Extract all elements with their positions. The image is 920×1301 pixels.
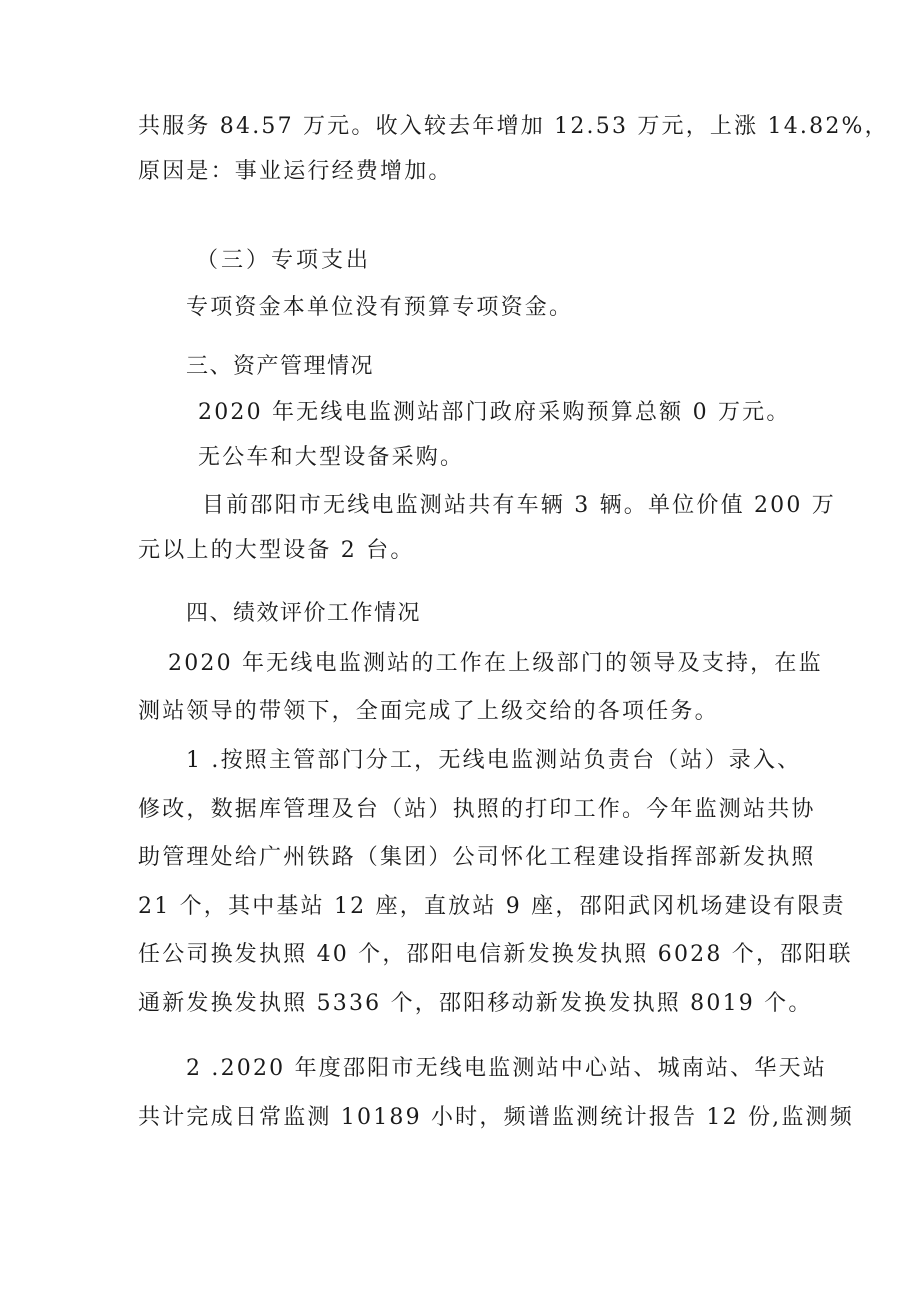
text-line: 助管理处给广州铁路（集团）公司怀化工程建设指挥部新发执照 — [138, 845, 816, 870]
text-line: 共服务 84.57 万元。收入较去年增加 12.53 万元，上涨 14.82%， — [138, 114, 889, 139]
text-line: 通新发换发执照 5336 个，邵阳移动新发换发执照 8019 个。 — [138, 991, 813, 1016]
section-heading: 三、资产管理情况 — [186, 354, 375, 379]
text-line: 测站领导的带领下，全面完成了上级交给的各项任务。 — [138, 699, 719, 724]
text-line: 2020 年无线电监测站部门政府采购预算总额 0 万元。 — [198, 400, 791, 425]
section-heading: 四、绩效评价工作情况 — [186, 601, 422, 626]
text-line: 无公车和大型设备采购。 — [198, 445, 465, 470]
text-line: 2020 年无线电监测站的工作在上级部门的领导及支持，在监 — [168, 651, 823, 676]
text-line: 共计完成日常监测 10189 小时，频谱监测统计报告 12 份,监测频 — [138, 1105, 854, 1130]
text-line: 2 .2020 年度邵阳市无线电监测站中心站、城南站、华天站 — [186, 1056, 827, 1081]
text-line: 1 .按照主管部门分工，无线电监测站负责台（站）录入、 — [186, 748, 802, 773]
text-line: 原因是：事业运行经费增加。 — [138, 159, 453, 184]
text-line: 21 个，其中基站 12 座，直放站 9 座，邵阳武冈机场建设有限责 — [138, 894, 846, 919]
text-line: 任公司换发执照 40 个，邵阳电信新发换发执照 6028 个，邵阳联 — [138, 942, 853, 967]
text-line: 目前邵阳市无线电监测站共有车辆 3 辆。单位价值 200 万 — [202, 493, 836, 518]
text-line: 元以上的大型设备 2 台。 — [138, 538, 415, 563]
text-line: 修改，数据库管理及台（站）执照的打印工作。今年监测站共协 — [138, 797, 816, 822]
section-subheading: （三）专项支出 — [196, 248, 372, 273]
text-line: 专项资金本单位没有预算专项资金。 — [186, 295, 574, 320]
